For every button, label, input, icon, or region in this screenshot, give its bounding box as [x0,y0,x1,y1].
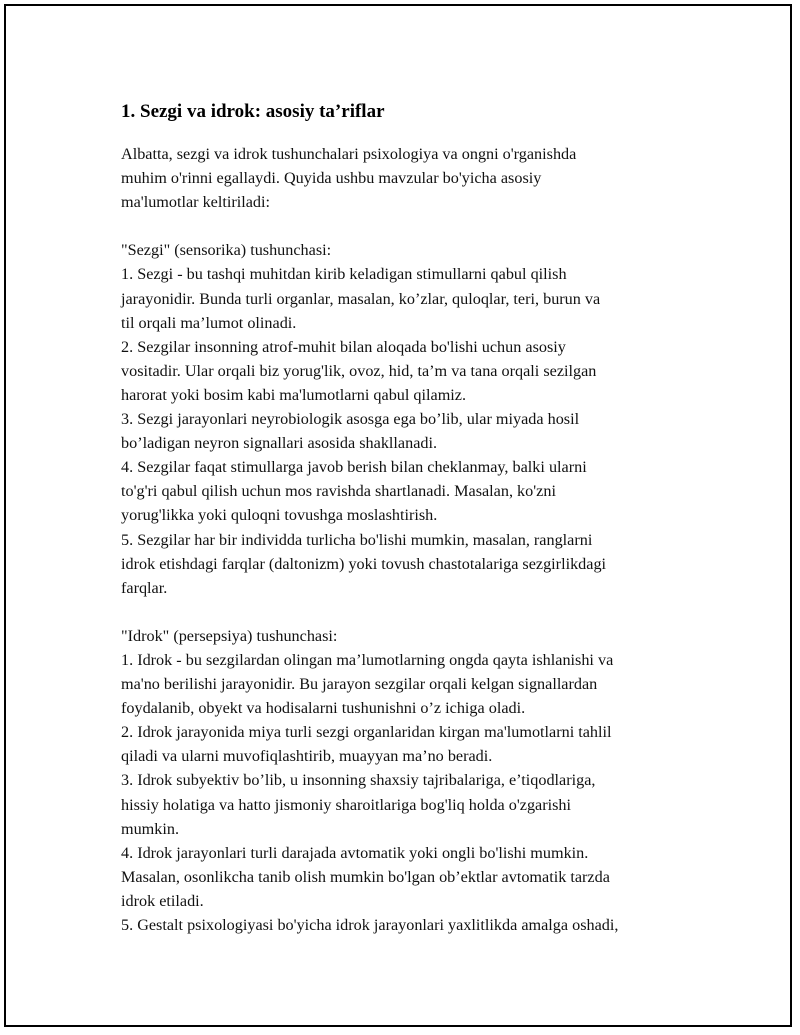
text-line: farqlar. [121,578,168,597]
text-line: harorat yoki bosim kabi ma'lumotlarni qabul qilamiz. [121,385,467,404]
text-line: 3. Sezgi jarayonlari neyrobiologik asosga ega bo’lib, ular miyada hosil [121,410,580,429]
text-line: 3. Idrok subyektiv bo’lib, u insonning shaxsiy tajribalariga, e’tiqodlariga, [121,771,596,790]
text-line: foydalanib, obyekt va hodisalarni tushunishni o’z ichiga oladi. [121,699,526,718]
text-line: ma'lumotlar keltiriladi: [121,193,271,212]
paragraph-gap [121,214,701,238]
text-line: "Idrok" (persepsiya) tushunchasi: [121,626,338,645]
text-line: idrok etiladi. [121,891,204,910]
text-line: qiladi va ularni muvofiqlashtirib, muayyan ma’no beradi. [121,747,493,766]
text-line: to'g'ri qabul qilish uchun mos ravishda shartlanadi. Masalan, ko'zni [121,482,556,501]
text-line: Masalan, osonlikcha tanib olish mumkin bo'lgan ob’ektlar avtomatik tarzda [121,867,610,886]
text-line: yorug'likka yoki quloqni tovushga moslashtirish. [121,506,438,525]
text-line: 5. Gestalt psixologiyasi bo'yicha idrok jarayonlari yaxlitlikda amalga oshadi, [121,916,619,934]
body-text [121,142,701,937]
text-line: "Sezgi" (sensorika) tushunchasi: [121,241,332,260]
section-heading: 1. Sezgi va idrok: asosiy ta’riflar [121,101,385,122]
text-line: vositadir. Ular orqali biz yorug'lik, ovoz, hid, ta’m va tana orqali sezilgan [121,361,597,380]
text-line: hissiy holatiga va hatto jismoniy sharoitlariga bog'liq holda o'zgarishi [121,795,572,814]
text-line: Albatta, sezgi va idrok tushunchalari psixologiya va ongni o'rganishda [121,145,577,163]
text-line: muhim o'rinni egallaydi. Quyida ushbu mavzular bo'yicha asosiy [121,169,542,188]
document-content [121,98,701,937]
paragraph-gap [121,600,701,624]
text-line: mumkin. [121,819,180,838]
text-line: bo’ladigan neyron signallari asosida shakllanadi. [121,434,438,453]
text-line: 4. Idrok jarayonlari turli darajada avtomatik yoki ongli bo'lishi mumkin. [121,843,589,862]
text-line: til orqali ma’lumot olinadi. [121,313,297,332]
text-line: 1. Sezgi - bu tashqi muhitdan kirib keladigan stimullarni qabul qilish [121,265,567,284]
text-line: 2. Sezgilar insonning atrof-muhit bilan aloqada bo'lishi uchun asosiy [121,337,566,356]
text-line: 2. Idrok jarayonida miya turli sezgi organlaridan kirgan ma'lumotlarni tahlil [121,723,612,742]
text-line: 4. Sezgilar faqat stimullarga javob berish bilan cheklanmay, balki ularni [121,458,587,477]
text-line: 1. Idrok - bu sezgilardan olingan ma’lumotlarning ongda qayta ishlanishi va [121,650,614,669]
text-line: idrok etishdagi farqlar (daltonizm) yoki tovush chastotalariga sezgirlikdagi [121,554,607,573]
text-line: ma'no berilishi jarayonidir. Bu jarayon sezgilar orqali kelgan signallardan [121,675,598,694]
text-line: 5. Sezgilar har bir individda turlicha bo'lishi mumkin, masalan, ranglarni [121,530,593,549]
document-page [4,4,792,1027]
text-line: jarayonidir. Bunda turli organlar, masalan, ko’zlar, quloqlar, teri, burun va [121,289,601,308]
